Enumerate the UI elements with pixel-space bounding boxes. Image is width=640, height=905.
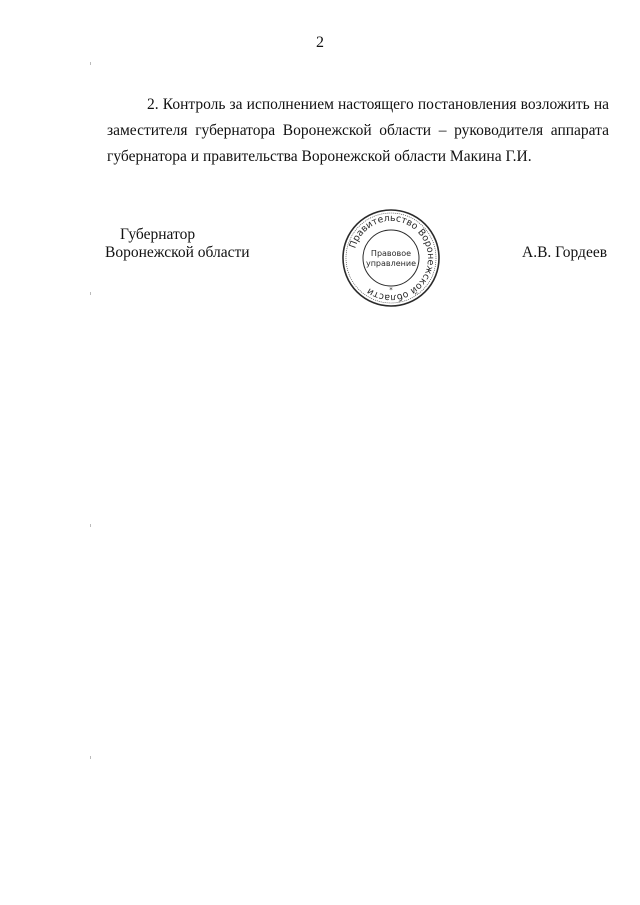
seal-star-icon: * [389, 286, 393, 294]
seal-inner-line2: управление [365, 259, 417, 268]
margin-tick [90, 524, 91, 527]
seal-inner-line1: Правовое [370, 249, 412, 258]
seal-inner-ring [363, 230, 419, 286]
signature-title [105, 226, 250, 262]
seal-outer-textpath: Правительство Воронежской области [347, 212, 437, 304]
body-paragraph: 2. Контроль за исполнением настоящего постановления возложить на заместителя губернатора Воронежской области – руководителя аппарата губернатора и правительства Воронежской области Макина Г.И. [107, 96, 609, 165]
signature-title-line2: Воронежской области [105, 244, 250, 261]
signature-title-line1: Губернатор [120, 226, 196, 243]
margin-tick [90, 62, 91, 65]
page-number: 2 [316, 34, 324, 51]
margin-tick [90, 292, 91, 295]
margin-tick [90, 756, 91, 759]
official-seal [341, 208, 441, 308]
signer-name: А.В. Гордеев [522, 244, 608, 261]
